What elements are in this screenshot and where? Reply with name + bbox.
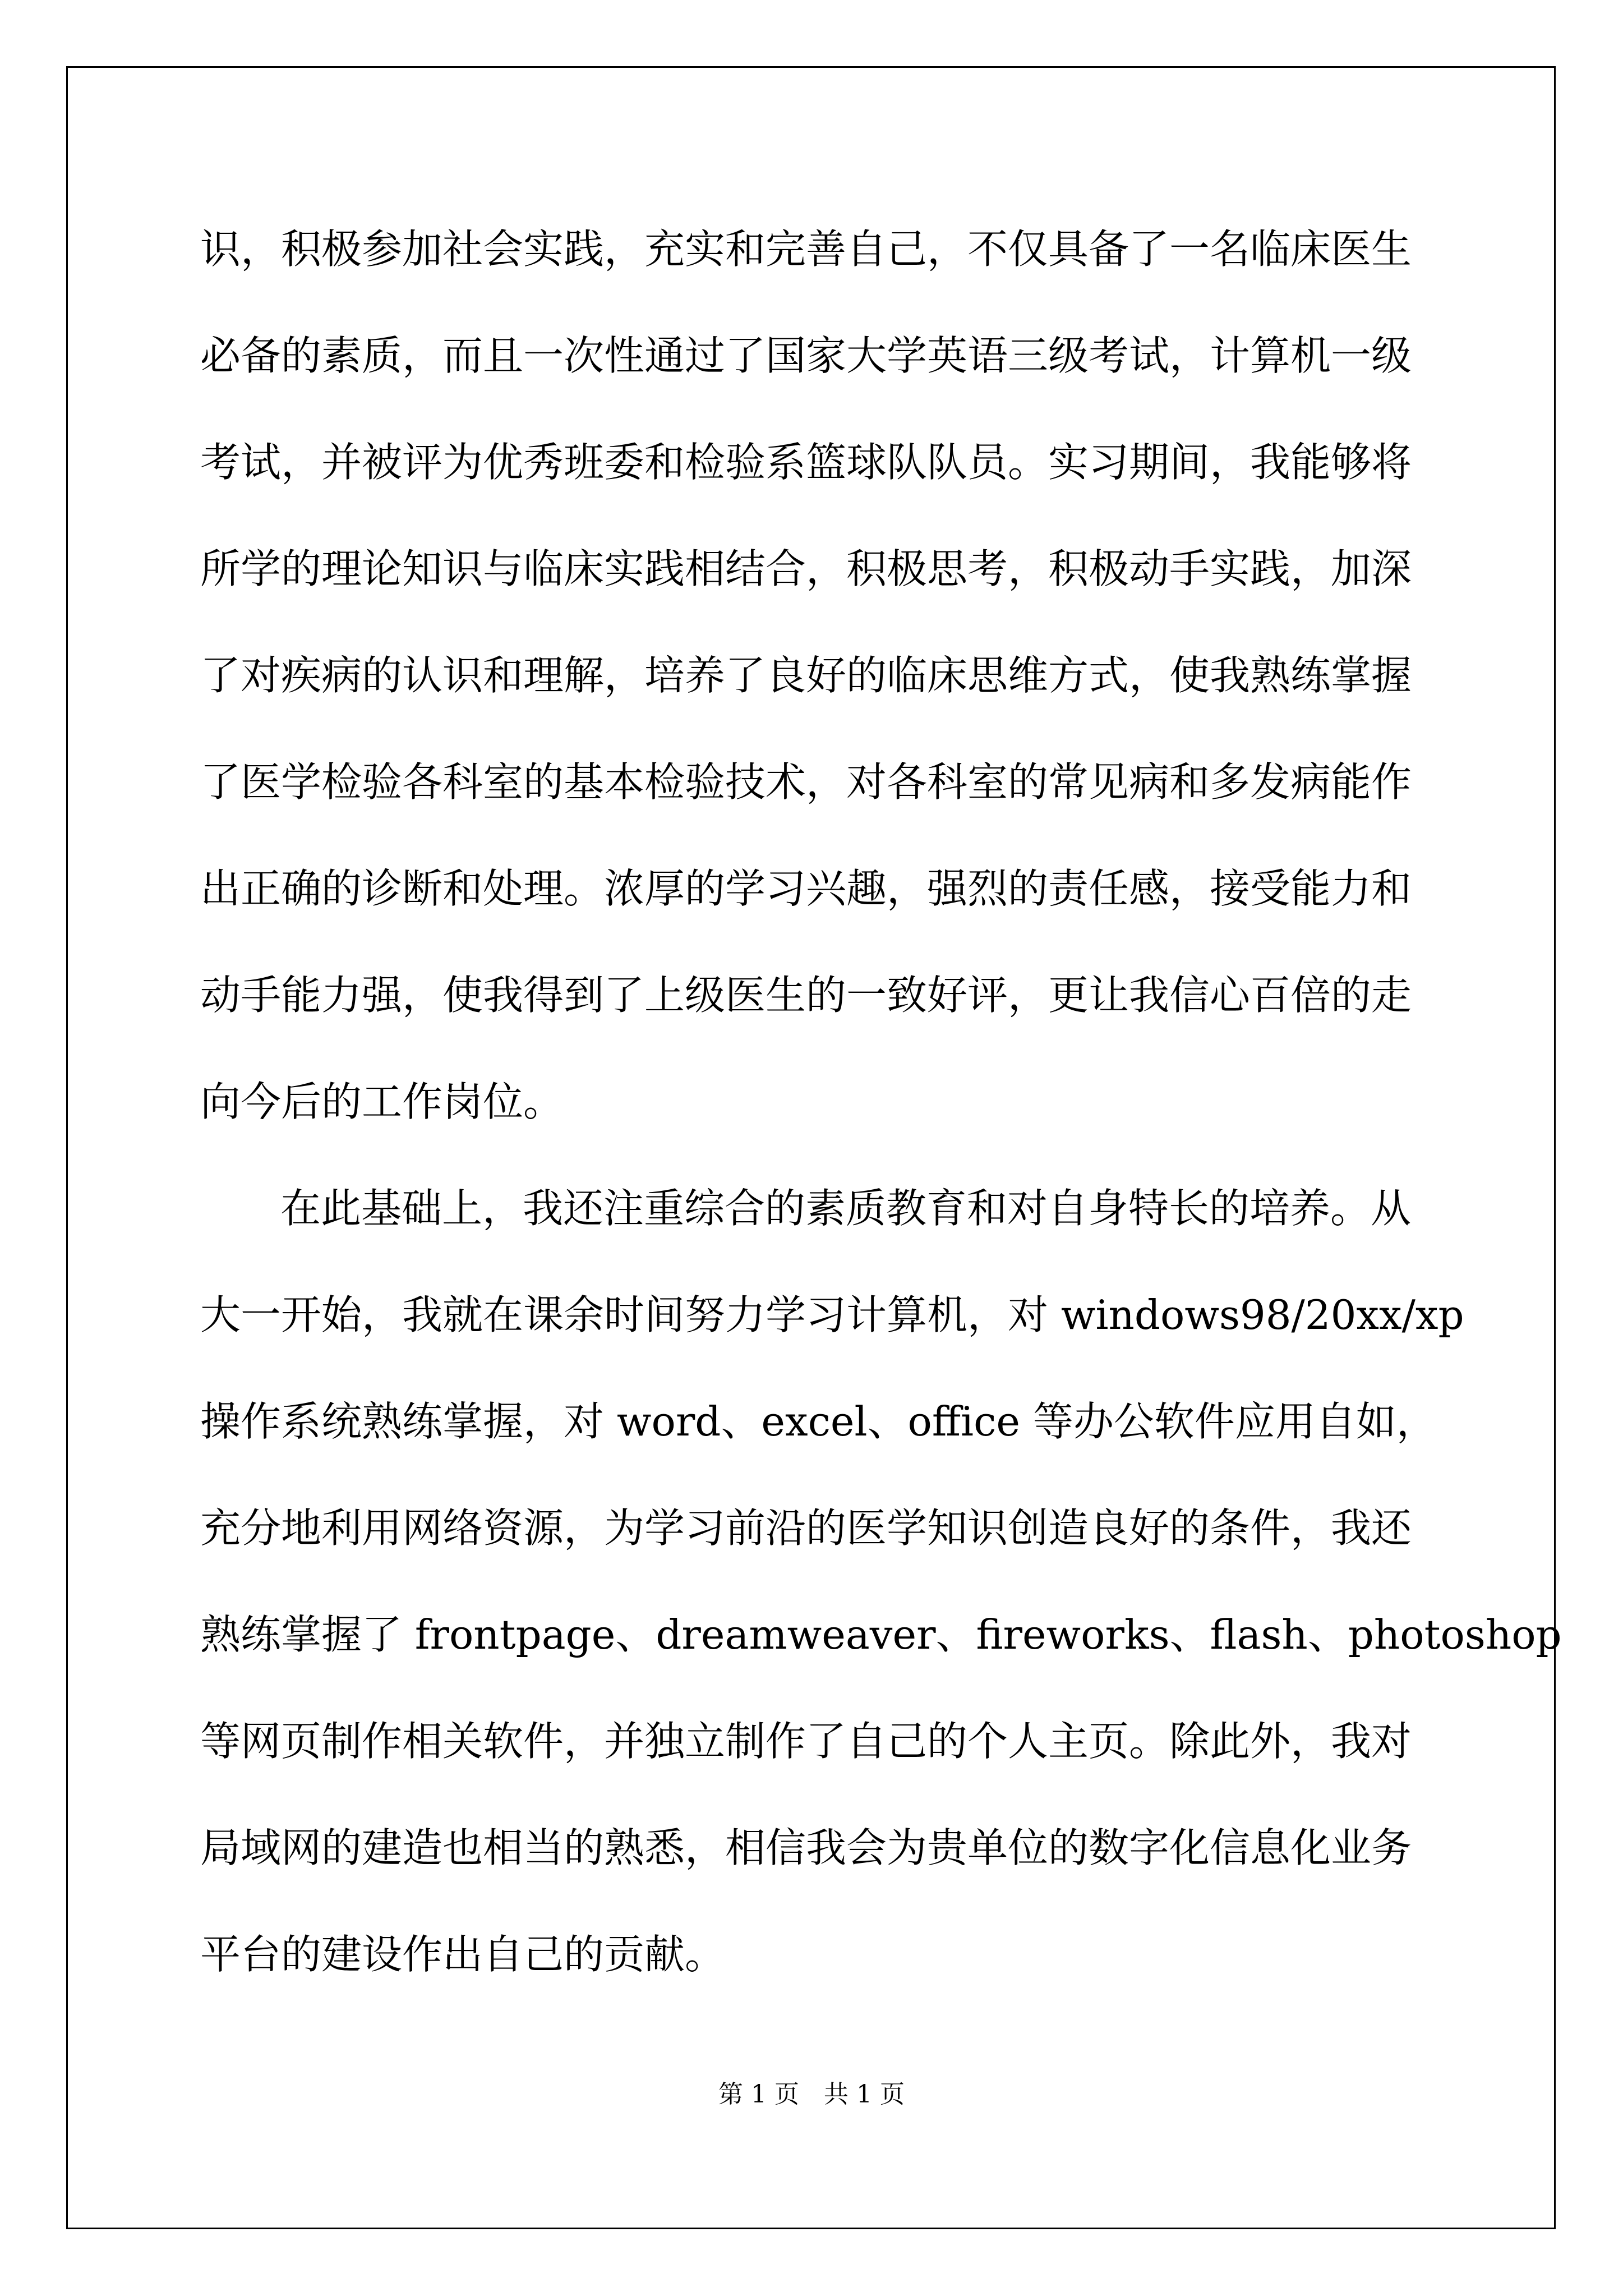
text-line: 等网页制作相关软件，并独立制作了自己的个人主页。除此外，我对: [200, 1718, 1412, 1765]
text-line: 大一开始，我就在课余时间努力学习计算机，对 windows98/20xx/xp: [200, 1291, 1464, 1338]
text-line: 向今后的工作岗位。: [200, 1078, 564, 1125]
text-line: 动手能力强，使我得到了上级医生的一致好评，更让我信心百倍的走: [200, 972, 1412, 1019]
text-line: 了对疾病的认识和理解，培养了良好的临床思维方式，使我熟练掌握: [200, 652, 1412, 699]
text-line: 所学的理论知识与临床实践相结合，积极思考，积极动手实践，加深: [200, 545, 1412, 592]
text-line: 熟练掌握了 frontpage、dreamweaver、fireworks、flash、photoshop: [200, 1611, 1562, 1658]
text-line: 在此基础上，我还注重综合的素质教育和对自身特长的培养。从: [280, 1185, 1412, 1232]
text-line: 考试，并被评为优秀班委和检验系篮球队队员。实习期间，我能够将: [200, 439, 1412, 486]
text-line: 充分地利用网络资源，为学习前沿的医学知识创造良好的条件，我还: [200, 1504, 1412, 1552]
text-line: 平台的建设作出自己的贡献。: [200, 1931, 726, 1978]
text-line: 局域网的建造也相当的熟悉，相信我会为贵单位的数字化信息化业务: [200, 1824, 1412, 1871]
text-line: 出正确的诊断和处理。浓厚的学习兴趣，强烈的责任感，接受能力和: [200, 865, 1412, 912]
page-border: [66, 66, 1562, 2229]
text-line: 必备的素质，而且一次性通过了国家大学英语三级考试，计算机一级: [200, 332, 1412, 379]
text-line: 识，积极参加社会实践，充实和完善自己，不仅具备了一名临床医生: [200, 226, 1412, 273]
text-line: 了医学检验各科室的基本检验技术，对各科室的常见病和多发病能作: [200, 758, 1412, 806]
page-number: 第 1 页 共 1 页: [718, 2080, 905, 2109]
text-line: 操作系统熟练掌握，对 word、excel、office 等办公软件应用自如，: [200, 1398, 1437, 1445]
